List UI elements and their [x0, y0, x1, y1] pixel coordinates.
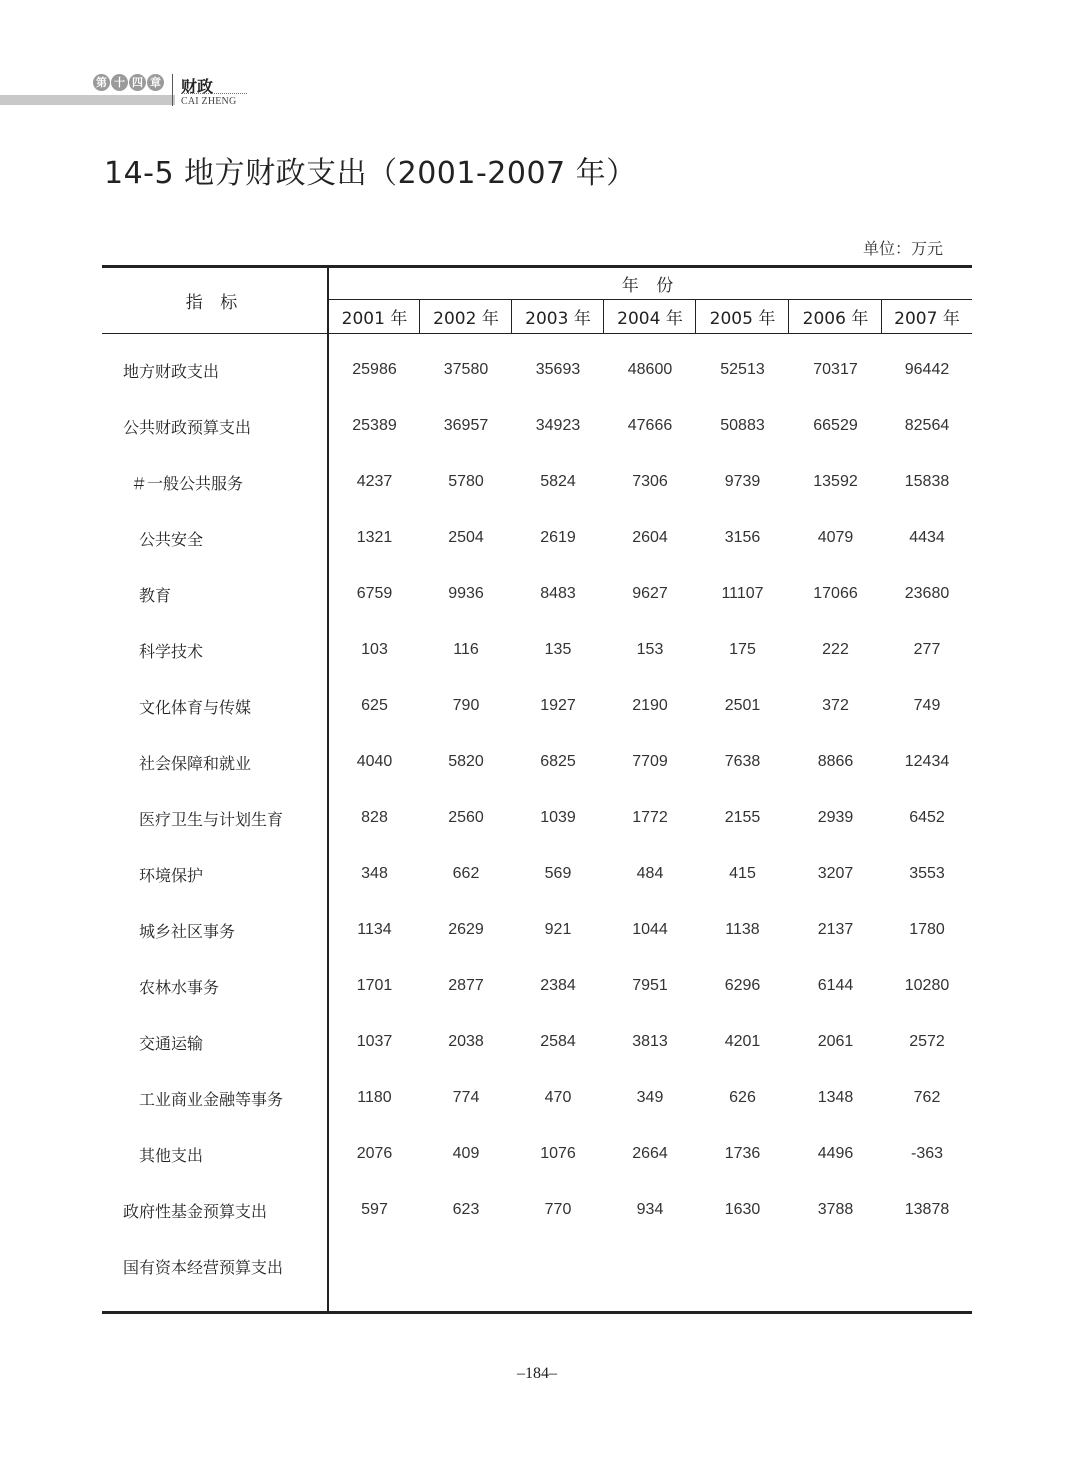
row-label: 农林水事务 [139, 977, 220, 997]
table-cell: 1076 [540, 1145, 576, 1162]
table-cell: 10280 [904, 977, 950, 994]
table-cell: 7306 [632, 473, 668, 490]
table-cell: 17066 [813, 585, 858, 602]
table-cell: 13878 [904, 1201, 950, 1218]
table-row [102, 1014, 972, 1070]
chapter-char: 第 [93, 74, 110, 91]
table-cell: 2619 [540, 529, 576, 546]
table-cell: 5820 [448, 753, 484, 770]
table-cell: 103 [361, 641, 388, 658]
table-row [102, 958, 972, 1014]
chapter-tag [93, 74, 164, 91]
table-cell: 4040 [356, 753, 393, 770]
table-cell: 372 [822, 697, 849, 714]
table-cell: 2155 [724, 809, 761, 826]
table-cell: 1138 [725, 921, 760, 938]
row-label: ＃一般公共服务 [131, 473, 244, 493]
table-cell: 4201 [724, 1033, 761, 1050]
table-cell: 12434 [904, 753, 950, 770]
table-cell: 2384 [540, 977, 576, 994]
chapter-char: 四 [129, 74, 146, 91]
table-cell: 25986 [352, 361, 397, 378]
table-cell: 2572 [909, 1033, 945, 1050]
year-header-cell: 2002 年 [433, 309, 499, 329]
table-cell: 470 [544, 1089, 572, 1106]
table-cell: 2190 [632, 697, 668, 714]
table-cell: 3788 [817, 1201, 854, 1218]
table-row [102, 398, 972, 454]
table-cell: 1321 [356, 529, 393, 546]
row-label: 社会保障和就业 [139, 753, 252, 773]
table-cell [329, 1238, 420, 1294]
table-cell: 3207 [817, 865, 854, 882]
table-cell: 2629 [448, 921, 484, 938]
table-row [102, 734, 972, 790]
table-cell: 116 [453, 641, 479, 658]
table-row [102, 902, 972, 958]
table-cell: 36957 [443, 417, 489, 434]
table-cell: 82564 [904, 417, 950, 434]
row-label: 环境保护 [139, 865, 204, 885]
table-cell: 3156 [724, 529, 761, 546]
table-cell: 2939 [817, 809, 854, 826]
table-cell: 569 [544, 865, 572, 882]
row-label: 工业商业金融等事务 [139, 1089, 284, 1109]
table-cell: 7638 [724, 753, 761, 770]
table-cell: 52513 [720, 361, 765, 378]
table-cell: 484 [636, 865, 664, 882]
table-row [102, 454, 972, 510]
year-group-header: 年 份 [621, 276, 680, 296]
table-cell: 5824 [540, 473, 576, 490]
table-cell: 1037 [356, 1033, 393, 1050]
table-cell: 1044 [632, 921, 668, 938]
table-cell: 1134 [357, 921, 392, 938]
table-row [102, 678, 972, 734]
table-cell: 66529 [813, 417, 858, 434]
year-header-cell: 2006 年 [802, 309, 869, 329]
table-cell: 626 [729, 1089, 756, 1106]
table-cell: 2504 [448, 529, 484, 546]
table-cell: 175 [729, 641, 756, 658]
table-cell: 37580 [443, 361, 489, 378]
row-label: 科学技术 [139, 641, 204, 661]
chapter-char: 章 [147, 74, 164, 91]
table-cell: 15838 [904, 473, 950, 490]
unit-note: 单位：万元 [862, 239, 943, 258]
page-number: –184– [517, 1365, 557, 1382]
row-label: 公共财政预算支出 [123, 417, 252, 437]
table-cell: 4079 [817, 529, 854, 546]
table-cell: 6452 [909, 809, 945, 826]
table-cell: 2584 [540, 1033, 576, 1050]
table-cell: 13592 [813, 473, 858, 490]
year-header-cell: 2005 年 [709, 309, 776, 329]
table-row [102, 1238, 972, 1294]
table-cell: 349 [636, 1089, 664, 1106]
table-row [102, 510, 972, 566]
table-cell: 5780 [448, 473, 484, 490]
table-row [102, 1182, 972, 1238]
table-cell: 4496 [817, 1145, 854, 1162]
table-cell: 6759 [356, 585, 393, 602]
year-header-cell: 2001 年 [341, 309, 408, 329]
table-cell: 1780 [909, 921, 945, 938]
row-label: 文化体育与传媒 [139, 697, 252, 717]
year-header-cell: 2004 年 [617, 309, 683, 329]
table-cell: 9936 [448, 585, 484, 602]
table-row [102, 1070, 972, 1126]
table-cell [420, 1238, 512, 1294]
table-row [102, 342, 972, 398]
table-cell: 348 [361, 865, 388, 882]
table-cell: 749 [913, 697, 941, 714]
row-label: 国有资本经营预算支出 [123, 1257, 284, 1277]
table-cell: 11107 [721, 585, 764, 602]
table-cell: 2560 [448, 809, 484, 826]
table-cell: 47666 [627, 417, 673, 434]
table-cell: 34923 [535, 417, 581, 434]
table-cell [882, 1238, 972, 1294]
table-cell: 6296 [724, 977, 761, 994]
table-cell: 9627 [632, 585, 668, 602]
table-cell: 770 [544, 1201, 572, 1218]
row-label: 城乡社区事务 [139, 921, 236, 941]
row-label: 其他支出 [139, 1145, 204, 1165]
table-cell: 828 [361, 809, 388, 826]
table-cell: 625 [361, 697, 388, 714]
table-cell: 409 [452, 1145, 480, 1162]
table-row [102, 1126, 972, 1182]
table-cell: 1927 [540, 697, 576, 714]
table-cell: 96442 [904, 361, 950, 378]
table-cell: 23680 [904, 585, 950, 602]
table-cell: 35693 [535, 361, 581, 378]
table-cell: 1180 [357, 1089, 392, 1106]
table-cell: 1772 [632, 809, 668, 826]
table-cell: 48600 [627, 361, 673, 378]
table-cell: 1039 [540, 809, 576, 826]
table-cell [696, 1238, 789, 1294]
header-decor-bar [0, 95, 175, 105]
table-cell: 2076 [356, 1145, 393, 1162]
table-cell: 2137 [817, 921, 854, 938]
table-cell: 7951 [632, 977, 668, 994]
table-cell: 934 [636, 1201, 664, 1218]
table-cell: 222 [822, 641, 849, 658]
table-cell: 153 [636, 641, 664, 658]
row-label: 公共安全 [139, 529, 204, 549]
table-cell: 135 [544, 641, 572, 658]
row-label: 政府性基金预算支出 [123, 1201, 268, 1221]
table-cell: 597 [361, 1201, 388, 1218]
table-cell: 774 [452, 1089, 480, 1106]
year-header-cell: 2003 年 [525, 309, 591, 329]
table-cell: 3553 [909, 865, 945, 882]
table-cell: 1701 [356, 977, 393, 994]
table-cell: 4237 [356, 473, 393, 490]
chapter-char: 十 [111, 74, 128, 91]
table-cell: 2501 [724, 697, 761, 714]
table-cell: 7709 [632, 753, 668, 770]
table-cell: 2877 [448, 977, 484, 994]
table-row [102, 790, 972, 846]
header-bottom-rule [102, 333, 972, 334]
table-cell: 415 [729, 865, 756, 882]
row-label: 教育 [139, 585, 172, 605]
table-cell: 790 [452, 697, 480, 714]
table-row [102, 622, 972, 678]
table-cell [604, 1238, 696, 1294]
table-cell: 2061 [817, 1033, 854, 1050]
table-cell: 2604 [632, 529, 668, 546]
table-cell: -363 [910, 1145, 944, 1162]
table-cell: 921 [544, 921, 572, 938]
year-header-cell: 2007 年 [894, 309, 960, 329]
table-cell: 623 [452, 1201, 480, 1218]
table-cell: 277 [913, 641, 941, 658]
table-bottom-rule [102, 1311, 972, 1314]
table-cell [512, 1238, 604, 1294]
table-cell: 50883 [720, 417, 765, 434]
section-pinyin: CAI ZHENG [181, 96, 237, 107]
table-cell: 4434 [909, 529, 945, 546]
table-row [102, 846, 972, 902]
row-label: 医疗卫生与计划生育 [139, 809, 284, 829]
row-label: 地方财政支出 [123, 361, 220, 381]
table-cell: 2038 [448, 1033, 484, 1050]
row-label: 交通运输 [139, 1033, 204, 1053]
header-divider [172, 74, 173, 106]
table-cell: 8866 [817, 753, 854, 770]
section-title: 财政 [181, 77, 214, 96]
table-cell: 1630 [724, 1201, 761, 1218]
table-cell: 762 [913, 1089, 941, 1106]
table-cell: 1348 [817, 1089, 854, 1106]
table-row [102, 566, 972, 622]
indicator-header: 指 标 [185, 293, 244, 313]
table-cell: 6144 [817, 977, 854, 994]
table-cell: 9739 [724, 473, 761, 490]
table-cell: 70317 [813, 361, 858, 378]
table-title: 14-5 地方财政支出（2001-2007 年） [104, 156, 637, 191]
table-cell: 6825 [540, 753, 576, 770]
table-cell [789, 1238, 882, 1294]
table-cell: 8483 [540, 585, 576, 602]
table-cell: 3813 [632, 1033, 668, 1050]
header-dotted-rule [181, 93, 247, 94]
table-cell: 25389 [352, 417, 397, 434]
table-cell: 1736 [724, 1145, 761, 1162]
table-cell: 2664 [632, 1145, 668, 1162]
table-cell: 662 [452, 865, 480, 882]
